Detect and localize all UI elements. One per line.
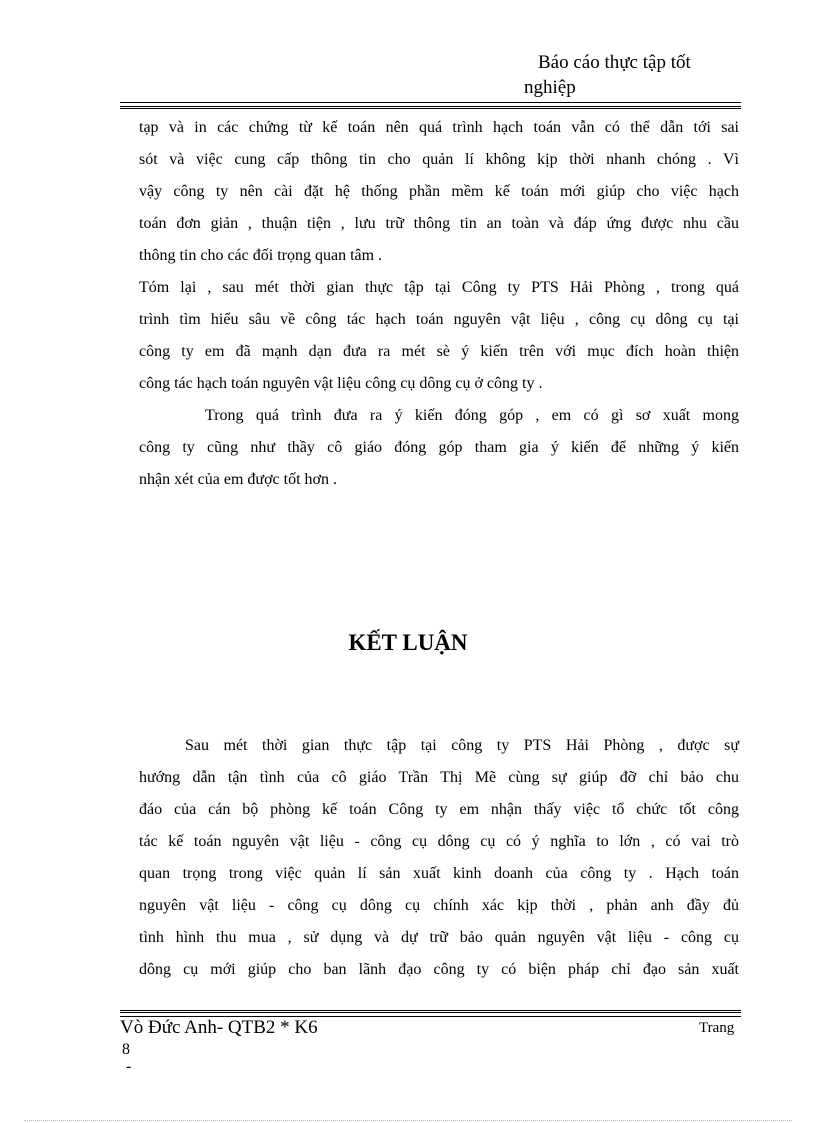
footer-rule-double [120,1010,741,1013]
body-line: nhận xét của em được tốt hơn . [139,471,337,488]
footer-dash: - [126,1058,132,1075]
footer-author: Vò Đức Anh- QTB2 * K6 [120,1017,318,1038]
body-line: Trong quá trình đưa ra ý kiến đóng góp , em có gì sơ xuất mong [205,407,739,424]
conclusion-line: tình hình thu mua , sử dụng và dự trữ bảo quản nguyên vật liệu - công cụ [139,929,739,946]
conclusion-line: hướng dẫn tận tình của cô giáo Trần Thị Mẽ cùng sự giúp đỡ chỉ bảo chu [139,769,739,786]
body-line: vậy công ty nên cài đặt hệ thống phần mềm kế toán mới giúp cho việc hạch [139,183,739,200]
body-line: sót và việc cung cấp thông tin cho quản lí không kịp thời nhanh chóng . Vì [139,151,739,168]
header-title-line1: Báo cáo thực tập tốt [538,52,691,73]
body-section [139,112,739,496]
conclusion-paragraph [139,730,739,986]
body-line: toán đơn giản , thuận tiện , lưu trữ thông tin an toàn và đáp ứng được nhu cầu [139,215,739,232]
header-title [520,50,760,100]
footer-page-number: 8 [122,1041,130,1058]
body-line: công tác hạch toán nguyên vật liệu công cụ dông cụ ở công ty . [139,375,543,392]
header-rule-thin [120,102,741,103]
conclusion-line: dông cụ mới giúp cho ban lãnh đạo công ty có biện pháp chỉ đạo sản xuất [139,961,739,978]
conclusion-heading: KẾT LUẬN [348,630,468,655]
conclusion-line: đáo của cán bộ phòng kế toán Công ty em nhận thấy việc tổ chức tốt công [139,801,739,818]
conclusion-line: quan trọng trong việc quản lí sản xuất kinh doanh của công ty . Hạch toán [139,865,739,882]
header-title-line2: nghiệp [524,77,576,98]
body-line: trình tìm hiểu sâu về công tác hạch toán nguyên vật liệu , công cụ dông cụ tại [139,311,739,328]
conclusion-line: tác kế toán nguyên vật liệu - công cụ dông cụ có ý nghĩa to lớn , có vai trò [139,833,739,850]
conclusion-line: nguyên vật liệu - công cụ dông cụ chính xác kịp thời , phản anh đầy đủ [139,897,739,914]
page-bottom-border [24,1120,792,1121]
footer-page-label: Trang [699,1020,735,1036]
body-line: Tóm lại , sau mét thời gian thực tập tại Công ty PTS Hải Phòng , trong quá [139,279,739,296]
header-rule-double [120,106,741,109]
body-line: thông tin cho các đối trọng quan tâm . [139,247,383,264]
conclusion-line: Sau mét thời gian thực tập tại công ty PTS Hải Phòng , được sự [185,737,739,754]
body-line: công ty em đã mạnh dạn đưa ra mét sè ý kiến trên với mục đích hoàn thiện [139,343,739,360]
body-line: tạp và in các chứng từ kế toán nên quá trình hạch toán vẫn có thể dẫn tới sai [139,119,739,136]
body-line: công ty cũng như thầy cô giáo đóng góp tham gia ý kiến để những ý kiến [139,439,739,456]
